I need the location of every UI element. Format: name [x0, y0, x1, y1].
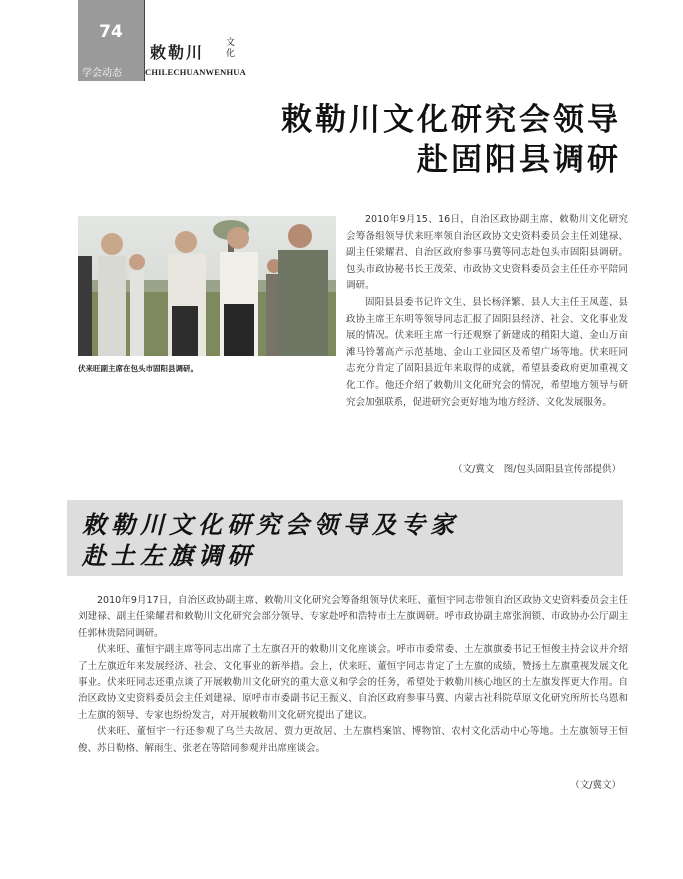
article1-paragraph: 固阳县县委书记许文生、县长杨泽繁、县人大主任王凤莲、县政协主席王东明等领导同志汇报了固阳县经济、社会、文化事业发展的情况。伏来旺主席一行还观察了新建成的稍阳大道、金山万亩滩马铃薯高产示范基地、金山工业园区及希望广场等地。伏来旺同志充分肯定了固阳县近年来取得的成就，希望县委政府更加重视文化工作。他还介绍了敕勒川文化研究会的情况，希望地方领导与研究会加强联系，促进研究会更好地为地方经济、文化发展服务。 — [346, 296, 628, 408]
article2-paragraph: 伏来旺、董恒宇一行还参观了乌兰夫故居、贾力更故居、土左旗档案馆、博物馆、农村文化活动中心等地。土左旗领导王恒俊、苏日勒格、解雨生、张老在等陪同参观并出席座谈会。 — [78, 726, 628, 754]
page-number: 74 — [99, 22, 123, 42]
article2-credit: （文/冀文） — [570, 780, 621, 791]
photo-caption: 伏来旺副主席在包头市固阳县调研。 — [78, 364, 198, 373]
article2-title — [82, 509, 459, 571]
article2-paragraph: 2010年9月17日，自治区政协副主席、敕勒川文化研究会筹备组领导伏来旺、董恒宇同志带领自治区政协文史资料委员会主任刘建禄、副主任梁耀君和敕勒川文化研究会部分领导、专家赴呼和浩特市土左旗调研。呼市政协副主席张润锁、市政协办公厅副主任郭林贵陪同调研。 — [78, 595, 628, 639]
magazine-logo-english: CHILECHUANWENHUA — [145, 67, 246, 77]
article1-credit: （文/冀文 图/包头固阳县宣传部提供） — [453, 464, 621, 475]
article1-photo — [78, 216, 336, 356]
magazine-logo-small: 文化 — [226, 38, 236, 59]
article2-title-line1: 敕勒川文化研究会领导及专家 — [82, 510, 459, 539]
article1-paragraph: 2010年9月15、16日，自治区政协副主席、敕勒川文化研究会筹备组领导伏来旺率领自治区政协文史资料委员会主任刘建禄、副主任梁耀君、自治区政府参事马冀等同志赴包头市固阳县调研。包头市政协秘书长王茂荣、市政协文史资料委员会主任任亦平陪同调研。 — [346, 214, 628, 292]
article1-title-line1: 敕勒川文化研究会领导 — [281, 102, 621, 138]
article2-paragraph: 伏来旺、董恒宇副主席等同志出席了土左旗召开的敕勒川文化座谈会。呼市市委常委、土左旗旗委书记王恒俊主持会议并介绍了土左旗近年来发展经济、社会、文化事业的新举措。会上，伏来旺、董恒宇同志肯定了土左旗的成绩，赞扬土左旗重视发展文化事业。伏来旺同志还重点谈了开展敕勒川文化研究的重大意义和学会的任务，希望处于敕勒川核心地区的土左旗发挥更大作用。自治区政协文史资料委员会主任刘建禄、原呼市市委副书记王振义、自治区政府参事马冀、内蒙古社科院草原文化研究所所长乌恩和土左旗的领导、专家也纷纷发言，对开展敕勒川文化研究提出了建议。 — [78, 644, 628, 721]
magazine-logo: 敕勒川 — [150, 43, 205, 62]
section-label: 学会动态 — [82, 68, 122, 79]
article1-title — [281, 100, 621, 180]
photo-illustration — [78, 216, 336, 356]
article1-body — [346, 212, 628, 411]
article2-body — [78, 593, 628, 757]
article1-title-line2: 赴固阳县调研 — [417, 142, 621, 178]
article2-title-line2: 赴土左旗调研 — [82, 541, 256, 570]
